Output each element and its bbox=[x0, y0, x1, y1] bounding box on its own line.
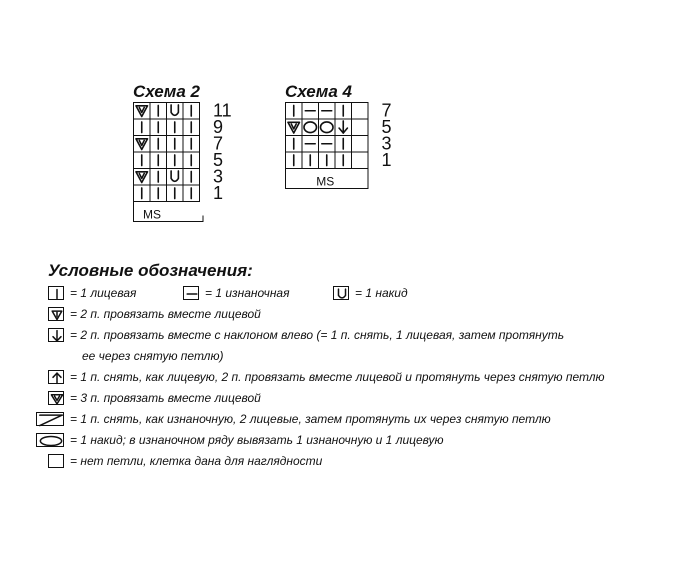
chart-cell-knit-stitch-icon bbox=[319, 152, 336, 169]
chart-cell-knit-stitch-icon bbox=[286, 103, 303, 120]
double-decrease-icon bbox=[48, 370, 64, 384]
chart-cell-knit-stitch-icon bbox=[150, 119, 167, 136]
chart-cell-no-stitch-icon bbox=[352, 119, 369, 136]
chart-cell-knit-stitch-icon bbox=[150, 103, 167, 120]
chart-cell-left-slant-decrease-icon bbox=[335, 119, 352, 136]
chart-cell-purl-stitch-icon bbox=[319, 136, 336, 153]
legend-row bbox=[48, 369, 678, 390]
chart-cell-knit-stitch-icon bbox=[150, 185, 167, 202]
chart-cell-knit-3-together-icon bbox=[286, 119, 303, 136]
chart-cell-yarn-over-icon bbox=[167, 103, 184, 120]
legend-text: = 2 п. провязать вместе лицевой bbox=[70, 307, 261, 321]
chart-cell-knit-stitch-icon bbox=[335, 136, 352, 153]
chart-cell-knit-stitch-icon bbox=[302, 152, 319, 169]
chart-cell-knit-stitch-icon bbox=[167, 119, 184, 136]
chart-cell-knit-stitch-icon bbox=[150, 152, 167, 169]
chart-cell-knit-stitch-icon bbox=[183, 119, 200, 136]
chart-cell-knit-stitch-icon bbox=[335, 103, 352, 120]
row-number: 1 bbox=[381, 150, 392, 171]
legend-text: = 1 п. снять, как изнаночную, 2 лицевые, затем протянуть их через снятую петлю bbox=[70, 412, 551, 426]
chart-cell-knit-stitch-icon bbox=[335, 152, 352, 169]
chart-cell-knit-stitch-icon bbox=[286, 152, 303, 169]
legend-row bbox=[48, 390, 678, 411]
legend-text: = 1 накид; в изнаночном ряду вывязать 1 изнаночную и 1 лицевую bbox=[70, 433, 444, 447]
purl-stitch-icon bbox=[183, 286, 199, 300]
legend-title: Условные обозначения: bbox=[48, 261, 253, 280]
chart-cell-no-stitch-icon bbox=[352, 136, 369, 153]
double-yarn-over-icon bbox=[36, 433, 64, 447]
legend bbox=[48, 285, 678, 474]
yarn-over-icon bbox=[333, 286, 349, 300]
legend-row bbox=[48, 453, 678, 474]
chart-cell-knit-stitch-icon bbox=[167, 185, 184, 202]
chart-cell-knit-stitch-icon bbox=[183, 103, 200, 120]
ms-label: MS bbox=[143, 207, 161, 222]
row-number: 3 bbox=[381, 133, 392, 154]
legend-row bbox=[48, 432, 678, 453]
chart-cell-double-yarn-over-icon bbox=[319, 119, 336, 136]
legend-row bbox=[48, 411, 678, 432]
legend-row bbox=[48, 306, 678, 327]
chart-cell-knit-stitch-icon bbox=[150, 136, 167, 153]
chart-cell-no-stitch-icon bbox=[352, 152, 369, 169]
scheme-4-title: Схема 4 bbox=[285, 82, 352, 101]
chart-cell-knit-stitch-icon bbox=[150, 169, 167, 186]
knit-2-together-icon bbox=[48, 307, 64, 321]
knit-3-together-icon bbox=[48, 391, 64, 405]
legend-text: ее через снятую петлю) bbox=[82, 349, 224, 363]
chart-cell-purl-stitch-icon bbox=[319, 103, 336, 120]
legend-text: = 1 накид bbox=[355, 286, 408, 300]
chart-cell-knit-3-together-icon bbox=[134, 136, 151, 153]
chart-cell-knit-stitch-icon bbox=[134, 185, 151, 202]
legend-text: = 1 лицевая bbox=[70, 286, 137, 300]
legend-text: = 2 п. провязать вместе с наклоном влево (= 1 п. снять, 1 лицевая, затем протянуть bbox=[70, 328, 565, 342]
chart-cell-purl-stitch-icon bbox=[302, 103, 319, 120]
knit-stitch-icon bbox=[48, 286, 64, 300]
ms-label: MS bbox=[316, 174, 335, 189]
chart-cell-no-stitch-icon bbox=[352, 103, 369, 120]
scheme-4-chart bbox=[285, 102, 395, 212]
chart-cell-double-yarn-over-icon bbox=[302, 119, 319, 136]
legend-row bbox=[48, 327, 678, 348]
legend-text: = 1 п. снять, как лицевую, 2 п. провязать вместе лицевой и протянуть через снятую петлю bbox=[70, 370, 605, 384]
chart-cell-knit-stitch-icon bbox=[183, 136, 200, 153]
chart-cell-knit-stitch-icon bbox=[167, 152, 184, 169]
legend-text: = нет петли, клетка дана для наглядности bbox=[70, 454, 323, 468]
chart-cell-knit-3-together-icon bbox=[134, 169, 151, 186]
legend-text: = 3 п. провязать вместе лицевой bbox=[70, 391, 261, 405]
row-number: 11 bbox=[213, 100, 232, 121]
chart-cell-yarn-over-icon bbox=[167, 169, 184, 186]
legend-text: = 1 изнаночная bbox=[205, 286, 290, 300]
row-number: 7 bbox=[381, 100, 392, 121]
chart-cell-knit-stitch-icon bbox=[183, 152, 200, 169]
row-number: 7 bbox=[213, 133, 224, 154]
row-number: 5 bbox=[213, 150, 224, 171]
chart-cell-knit-stitch-icon bbox=[134, 152, 151, 169]
chart-cell-knit-stitch-icon bbox=[286, 136, 303, 153]
scheme-2-chart bbox=[133, 102, 233, 252]
row-number: 1 bbox=[213, 183, 224, 204]
legend-row bbox=[48, 348, 678, 369]
slip-pass-over-icon bbox=[36, 412, 64, 426]
left-slant-decrease-icon bbox=[48, 328, 64, 342]
chart-cell-knit-stitch-icon bbox=[134, 119, 151, 136]
chart-cell-knit-stitch-icon bbox=[183, 169, 200, 186]
legend-row bbox=[48, 285, 678, 306]
chart-cell-purl-stitch-icon bbox=[302, 136, 319, 153]
row-number: 5 bbox=[381, 117, 392, 138]
row-number: 9 bbox=[213, 117, 224, 138]
row-number: 3 bbox=[213, 166, 224, 187]
no-stitch-icon bbox=[48, 454, 64, 468]
chart-cell-knit-stitch-icon bbox=[167, 136, 184, 153]
chart-cell-knit-3-together-icon bbox=[134, 103, 151, 120]
chart-cell-knit-stitch-icon bbox=[183, 185, 200, 202]
scheme-2-title: Схема 2 bbox=[133, 82, 200, 101]
